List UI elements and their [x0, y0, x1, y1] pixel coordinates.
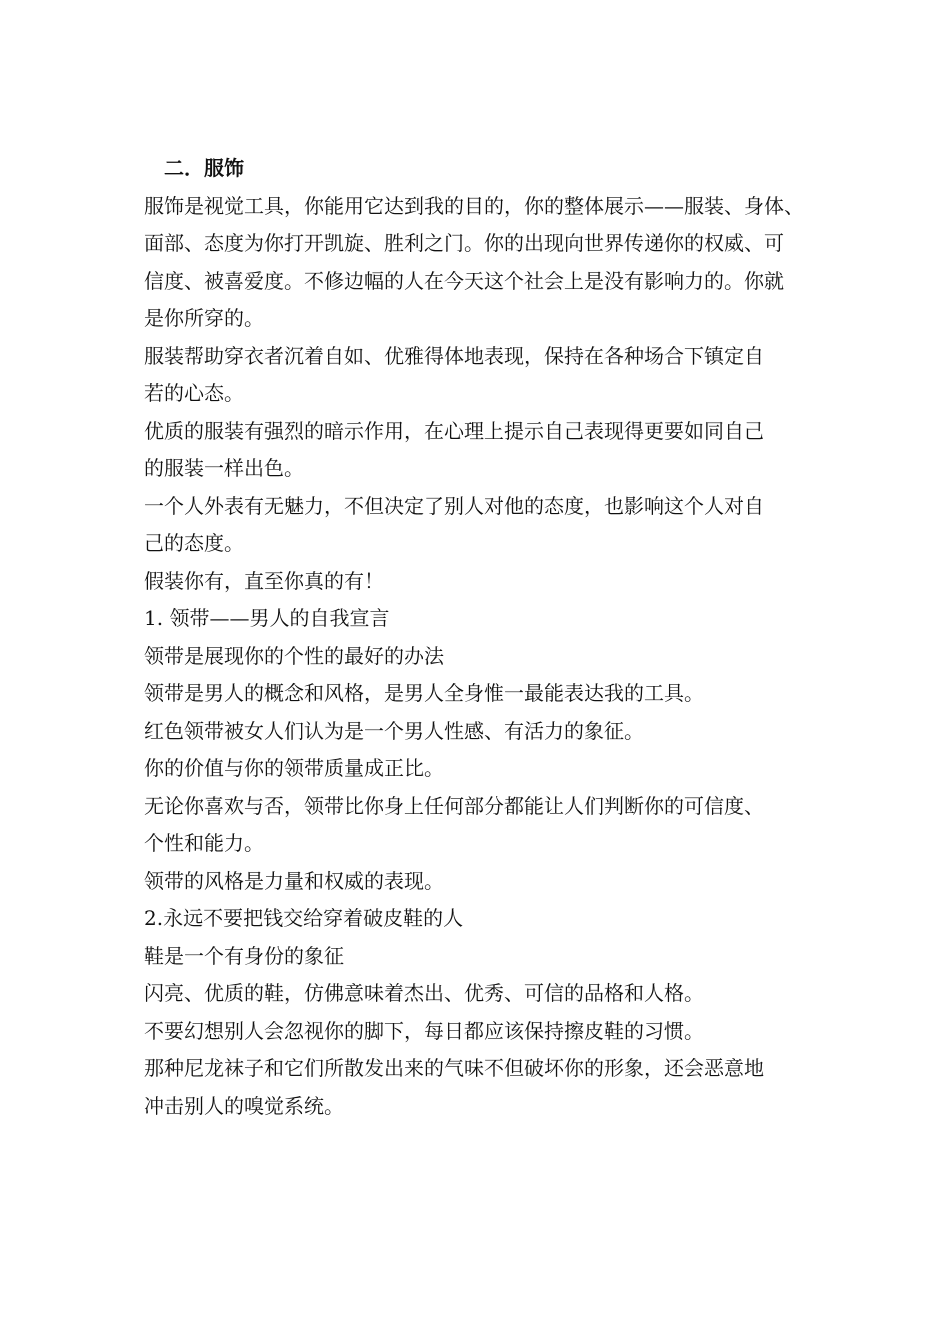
- text-line: 领带的风格是力量和权威的表现。: [144, 868, 444, 893]
- paragraph: [144, 713, 824, 751]
- text-line: 个性和能力。: [144, 831, 264, 855]
- paragraph: [144, 638, 824, 676]
- paragraph: [144, 975, 824, 1013]
- text-line: 优质的服装有强烈的暗示作用，在心理上提示自己表现得更要如同自己: [144, 418, 764, 443]
- text-line: 面部、态度为你打开凯旋、胜利之门。你的出现向世界传递你的权威、可: [144, 231, 784, 255]
- section-heading: 二．服饰: [164, 156, 244, 180]
- subsection-title-shoes: 2.永远不要把钱交给穿着破皮鞋的人: [144, 906, 464, 930]
- text-line: 信度、被喜爱度。不修边幅的人在今天这个社会上是没有影响力的。你就: [144, 268, 784, 293]
- paragraph: [144, 488, 824, 563]
- paragraph: [144, 750, 824, 788]
- text-line: 己的态度。: [144, 531, 244, 555]
- text-line: 的服装一样出色。: [144, 456, 304, 480]
- text-line: 领带是展现你的个性的最好的办法: [144, 643, 444, 668]
- paragraph: [144, 563, 824, 601]
- paragraph: [144, 188, 824, 338]
- text-line: 若的心态。: [144, 381, 244, 405]
- text-line: 你的价值与你的领带质量成正比。: [144, 756, 444, 780]
- document-content: [144, 150, 824, 1125]
- paragraph: [144, 938, 824, 976]
- text-line: 那种尼龙袜子和它们所散发出来的气味不但破坏你的形象，还会恶意地: [144, 1056, 764, 1080]
- text-line: 红色领带被女人们认为是一个男人性感、有活力的象征。: [144, 718, 644, 743]
- paragraph: [144, 788, 824, 863]
- text-line: 无论你喜欢与否，领带比你身上任何部分都能让人们判断你的可信度、: [144, 793, 764, 818]
- text-line: 假装你有，直至你真的有！: [144, 568, 384, 593]
- text-line: 是你所穿的。: [144, 306, 264, 330]
- text-line: 领带是男人的概念和风格，是男人全身惟一最能表达我的工具。: [144, 681, 704, 705]
- paragraph: [144, 675, 824, 713]
- paragraph: [144, 1050, 824, 1125]
- subsection-title-tie: 1. 领带——男人的自我宣言: [144, 606, 390, 630]
- text-line: 服装帮助穿衣者沉着自如、优雅得体地表现，保持在各种场合下镇定自: [144, 343, 764, 368]
- paragraph: [144, 863, 824, 901]
- paragraph: [144, 1013, 824, 1051]
- text-line: 不要幻想别人会忽视你的脚下，每日都应该保持擦皮鞋的习惯。: [144, 1018, 704, 1043]
- text-line: 服饰是视觉工具，你能用它达到我的目的，你的整体展示——服装、身体、: [144, 193, 804, 218]
- text-line: 鞋是一个有身份的象征: [144, 943, 344, 968]
- paragraph: [144, 338, 824, 413]
- text-line: 闪亮、优质的鞋，仿佛意味着杰出、优秀、可信的品格和人格。: [144, 981, 704, 1005]
- text-line: 冲击别人的嗅觉系统。: [144, 1093, 344, 1118]
- text-line: 一个人外表有无魅力，不但决定了别人对他的态度，也影响这个人对自: [144, 493, 764, 518]
- paragraph: [144, 413, 824, 488]
